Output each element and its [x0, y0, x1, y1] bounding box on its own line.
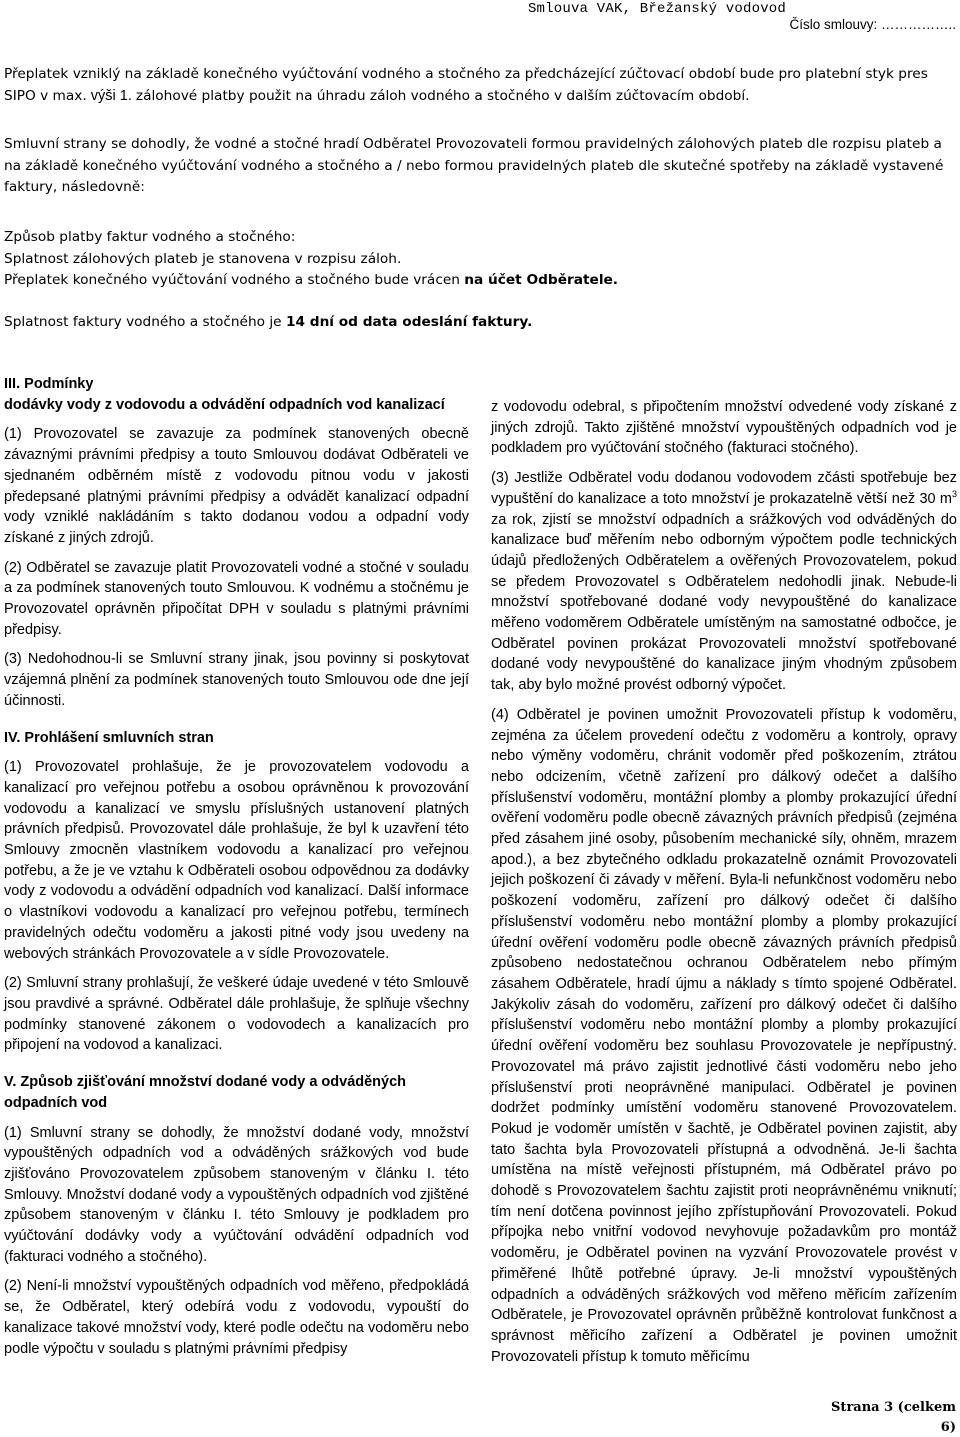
- overpayment-paragraph: [4, 64, 956, 107]
- section-3-clause-1: (1) Provozovatel se zavazuje za podmínek stanovených obecně závaznými právními předpisy a touto Smlouvou dodávat Odběrateli ve sjednaném odběrném místě z vodovodu pitnou vodu v jakosti předepsané platnými právními předpisy a odvádět kanalizací odpadní vody vzniklé nakládáním s takto dodanou vodou a odpadní vody získané z jiných zdrojů.: [4, 426, 469, 546]
- refund-text: Přeplatek konečného vyúčtování vodného a stočného bude vrácen: [4, 272, 465, 288]
- section-5-heading: V. Způsob zjišťování množství dodané vody a odváděných odpadních vod: [4, 1074, 407, 1111]
- invoice-due-paragraph: [4, 312, 956, 334]
- section-3-subheading: dodávky vody z vodovodu a odvádění odpadních vod kanalizací: [4, 396, 445, 413]
- invoice-due-text: Splatnost faktury vodného a stočného je: [4, 314, 286, 330]
- cubic-superscript: 3: [951, 488, 957, 499]
- refund-line: [4, 270, 956, 292]
- payment-method-heading: Způsob platby faktur vodného a stočného:: [4, 229, 296, 245]
- section-5-clause-2-continued: z vodovodu odebral, s připočtením množství odvedené vody získané z jiných zdrojů. Takto zjištěné množství vypouštěných odpadních vod je podkladem pro vyúčtování stočného (fakturaci stočného).: [491, 399, 957, 457]
- section-3-heading: III. Podmínky: [4, 376, 94, 392]
- page-number: [826, 1398, 956, 1437]
- section-3-clause-3: (3) Nedohodnou-li se Smluvní strany jinak, jsou povinny si poskytovat vzájemná plnění za podmínek stanovených touto Smlouvou ode dne její účinnosti.: [4, 651, 469, 709]
- page-number-line-2: 6): [940, 1420, 956, 1435]
- clause-3-text-b: za rok, zjistí se množství odpadních a srážkových vod odváděných do kanalizace buď měřením nebo odborným výpočtem podle technických údajů předložených Odběratelem a ověřených Provozovatelem, pokud se předem Provozovatel s Odběratelem nedohodli jinak. Nebude-li množství spotřebované dodané vody nevypouštěné do kanalizace měřeno vodoměrem Odběratele umístěným na samostatné odbočce, je Odběratel povinen prokázat Provozovateli množství spotřebované dodané vody nevypouštěné do kanalizace jiným vhodným způsobem tak, aby bylo možné provést odborný výpočet.: [491, 511, 957, 694]
- section-3-clause-2: (2) Odběratel se zavazuje platit Provozovateli vodné a stočné v souladu a za podmínek stanovených touto Smlouvou. K vodnému a stočnému je Provozovatel oprávněn připočítat DPH v souladu s platnými právními předpisy.: [4, 559, 469, 638]
- overpayment-text-b: výši 1.: [86, 87, 136, 104]
- overpayment-text-a: Přeplatek vzniklý na základě konečného vyúčtování vodného a stočného za předcházející zúčtovací období bude pro platební styk pres SIPO v max.: [4, 66, 928, 104]
- advance-payment-due: Splatnost zálohových plateb je stanovena v rozpisu záloh.: [4, 250, 402, 267]
- left-column: [4, 374, 469, 1359]
- section-5-clause-2: (2) Není-li množství vypouštěných odpadních vod měřeno, předpokládá se, že Odběratel, který odebírá vodu z vodovodu, vypouští do kanalizace takové množství vody, které podle odečtu na vodoměru nebo podle výpočtu v souladu s platnými právními předpisy: [4, 1278, 469, 1357]
- section-4-clause-1: (1) Provozovatel prohlašuje, že je provozovatelem vodovodu a kanalizací pro veřejnou potřebu a osobou oprávněnou k provozování vodovodu a kanalizací ve smyslu příslušných ustanovení platných právních předpisů. Provozovatel dále prohlašuje, že byl k uzavření této Smlouvy zmocněn vlastníkem vodovodu a kanalizací pro veřejnou potřebu, a že je ve vztahu k Odběrateli osobou odpovědnou za dodávky vody z vodovodu a odvádění odpadních vod kanalizací. Další informace o vlastníkovi vodovodu a kanalizací pro veřejnou potřebu, termínech pravidelných odečtu vodoměru a jakosti pitné vody jsou uvedeny na webových stránkách Provozovatele a v sídle Provozovatele.: [4, 759, 469, 962]
- section-5-clause-3: [491, 468, 957, 696]
- overpayment-text-c: zálohové platby použit na úhradu záloh vodného a stočného v dalším zúčtovacím období.: [135, 87, 750, 104]
- payment-method-block: [4, 227, 956, 292]
- contract-number: Číslo smlouvy: ……………..: [789, 17, 956, 32]
- clause-3-text-a: (3) Jestliže Odběratel vodu dodanou vodovodem zčásti spotřebuje bez vypuštění do kanalizace a toto množství je prokazatelně větší než 30 m: [491, 470, 957, 507]
- section-4-heading: IV. Prohlášení smluvních stran: [4, 729, 214, 746]
- payment-agreement-paragraph: Smluvní strany se dohodly, že vodné a stočné hradí Odběratel Provozovateli formou pravidelných zálohových plateb dle rozpisu plateb a na základě konečného vyúčtování vodného a stočného a / nebo formou pravidelných plateb dle skutečné spotřeby na základě vystavené faktury, následovně:: [4, 136, 944, 195]
- page-number-line-1: Strana 3 (celkem: [831, 1400, 956, 1415]
- refund-account: na účet Odběratele.: [464, 272, 618, 288]
- section-4-clause-2: (2) Smluvní strany prohlašují, že veškeré údaje uvedené v této Smlouvě jsou pravdivé a správné. Odběratel dále prohlašuje, že splňuje všechny podmínky stanovené zákonem o vodovodech a kanalizacích pro připojení na vodovod a kanalizaci.: [4, 975, 469, 1054]
- document-title: Smlouva VAK, Břežanský vodovod: [527, 1, 786, 17]
- section-5-clause-4: (4) Odběratel je povinen umožnit Provozovateli přístup k vodoměru, zejména za účelem provedení odečtu z vodoměru a kontroly, opravy nebo výměny vodoměru, chránit vodoměr před poškozením, ztrátou nebo odcizením, včetně zařízení pro dálkový odečet a dalšího příslušenství vodoměru, montážní plomby a plomby prokazující úřední ověření vodoměru podle obecně závazných právních předpisů (zejména před zásahem jiné osoby, působením mechanické síly, ohněm, mrazem apod.), a bez zbytečného odkladu prokazatelně oznámit Provozovateli jejich poškození či závady v měření. Byla-li nefunkčnost vodoměru nebo poškození vodoměru, zařízení pro dálkový odečet či dalšího příslušenství vodoměru nebo montážní plomby a plomby prokazující úřední ověření vodoměru podle obecně závazných právních předpisů způsobeno nedostatečnou ochranou Odběratelem nebo přímým zásahem Odběratele, hradí újmu a náklady s tímto spojené Odběratel. Jakýkoliv zásah do vodoměru, zařízení pro dálkový odečet či dalšího příslušenství vodoměru nebo montážní plomby a plomby prokazující úřední ověření vodoměru bez souhlasu Provozovatele je nepřípustný. Provozovatel má právo zajistit jednotlivé části vodoměru nebo jeho příslušenství proti neoprávněné manipulaci. Odběratel je povinen dodržet podmínky umístění vodoměru stanovené Provozovatelem. Pokud je vodoměr umístěn v šachtě, je Odběratel povinen zajistit, aby tato šachta byla Provozovateli přístupná a odvodněná. Je-li šachta umístěna na místě veřejnosti přístupném, má Odběratel právo po dohodě s Provozovatelem šachtu zajistit proti neoprávněnému vniknutí; tím není dotčena povinnost jejího zpřístupňování Provozovateli. Pokud přípojka nebo vnitřní vodovod nevyhovuje požadavkům pro montáž vodoměru, je Odběratel povinen na vyzvání Provozovatele provést v přiměřené lhůtě potřebné úpravy. Je-li množství vypouštěných odpadních a odváděných srážkových vod měřeno měřicím zařízením Odběratele, je Provozovatel oprávněn průběžně kontrolovat funkčnost a správnost měřicího zařízení a Odběratel je povinen umožnit Provozovateli přístup k tomuto měřicímu: [491, 706, 957, 1365]
- invoice-due-term: 14 dní od data odeslání faktury.: [285, 314, 533, 330]
- section-5-clause-1: (1) Smluvní strany se dohodly, že množství dodané vody, množství vypouštěných odpadních vod a odváděných srážkových vod bude zjišťováno Provozovatelem způsobem stanoveným v článku I. této Smlouvy. Množství dodané vody a vypouštěných odpadních vod zjištěné způsobem stanoveným v článku I. této Smlouvy je podkladem pro vyúčtování dodávky vody a vyúčtování odvádění odpadních vod (fakturaci vodného a stočného).: [4, 1124, 469, 1265]
- right-column: [491, 397, 957, 1367]
